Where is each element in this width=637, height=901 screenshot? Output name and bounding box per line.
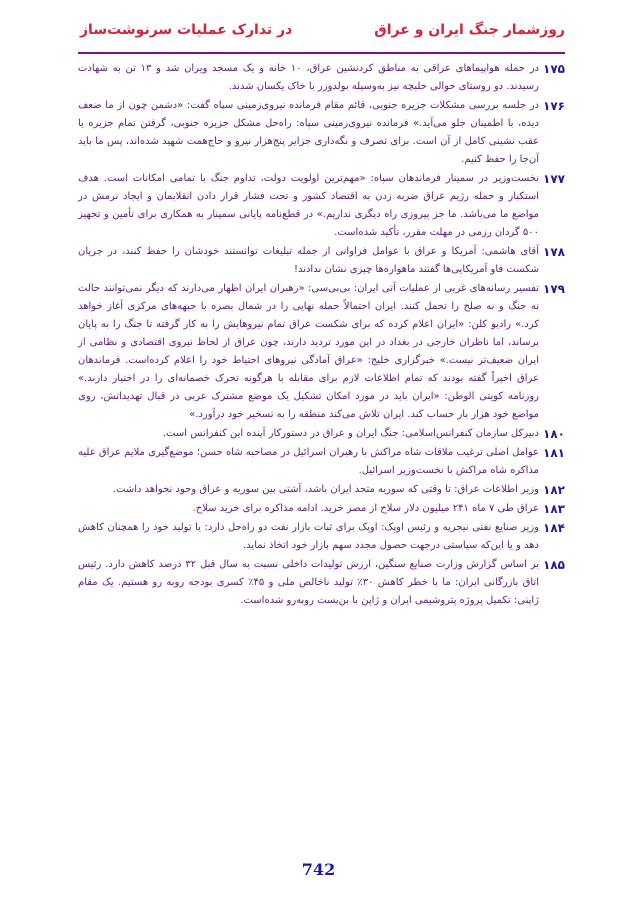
book-title: روزشمار جنگ ایران و عراق	[374, 22, 565, 38]
entry-text: دبیرکل سازمان کنفرانس‌اسلامی: جنگ ایران و عراق در دستورکار آینده این کنفرانس است.	[162, 428, 539, 439]
page-header	[78, 8, 565, 54]
entry-number: ۱۷۹	[543, 282, 565, 296]
entry-176	[78, 97, 565, 169]
entry-number: ۱۸۰	[543, 427, 565, 441]
entry-185	[78, 556, 565, 610]
entry-text: نخست‌وزیر در سمینار فرماندهان سپاه: «مهم‌ترین اولویت دولت، تداوم جنگ با تمامی امکانات است. هدف استکبار و حمله رژیم عراق ضربه زدن به اقتصاد کشور و تحت فشار قرار دادن انقلابمان و ایجاد نرمش در مواضع ما می‌باشد. ما جز پیروزی راه دیگری نداریم.» در قطع‌نامه پایانی سمینار به همکاری برای تأمین و تجهیز ۵۰۰ گردان رزمی در مهلت مقرر، تأکید شده‌است.	[78, 173, 539, 238]
entry-184	[78, 519, 565, 555]
entry-text: در حمله هواپیماهای عراقی به مناطق کردنشین عراق، ۱۰ خانه و یک مسجد ویران شد و ۱۳ تن به شهادت رسیدند. دو روستای حوالی حلبچه نیز به‌وسیله بولدوزر با خاک یکسان شدند.	[78, 63, 539, 92]
entry-number: ۱۷۵	[543, 62, 565, 76]
entry-179	[78, 280, 565, 424]
entry-177	[78, 170, 565, 242]
entry-text: وزیر صنایع نفتی نیجریه و رئیس اوپک: اوپک برای ثبات بازار نفت دو راه‌حل دارد: یا تولید خود را همچنان کاهش دهد و یا این‌که سیاستی درجهت حصول مجدد سهم بازار خود اتخاذ نماید.	[78, 522, 539, 551]
page-footer	[0, 860, 637, 879]
entry-text: عوامل اصلی ترغیب ملاقات شاه مراکش با رهبران اسرائیل در مصاحبه شاه حسن؛ موضع‌گیری ملایم عراق علیه مذاکره شاه مراکش با نخست‌وزیر اسرائیل.	[78, 447, 539, 476]
entry-number: ۱۸۳	[543, 502, 565, 516]
entry-number: ۱۸۲	[543, 483, 565, 497]
entry-number: ۱۸۴	[543, 521, 565, 535]
entry-182	[78, 481, 565, 499]
entry-number: ۱۷۶	[543, 99, 565, 113]
entry-180	[78, 425, 565, 443]
entry-183	[78, 500, 565, 518]
entry-178	[78, 243, 565, 279]
entry-text: بر اساس گزارش وزارت صنایع سنگین، ارزش تولیدات داخلی نسبت به سال قبل ۳۲ درصد کاهش دارد. رئیس اتاق بازرگانی ایران: ما با خطر کاهش ۳۰٪ تولید ناخالص ملی و ۴۵٪ کسری بودجه روبه رو هستیم. یک مقام ژاپنی: تکمیل پروژه پتروشیمی ایران و ژاپن با بن‌بست روبه‌رو شده‌است.	[78, 559, 540, 606]
entry-text: در جلسه بررسی مشکلات جزیره جنوبی، قائم مقام فرمانده نیروی‌زمینی سپاه گفت: «دشمن چون از ما ضعف دیده، با اطمینان جلو می‌آید.» فرمانده نیروی‌زمینی سپاه: راه‌حل مشکل جزیره جنوبی، گرفتن تمام جزیره یا عقب نشینی کامل از آن است. برای تصرف و نگه‌داری جزایر پنج‌هزار نیرو و حاج‌همت شهید شده‌اند، پس ما باید آن‌جا را حفظ کنیم.	[78, 100, 539, 165]
entry-175	[78, 60, 565, 96]
entry-number: ۱۷۸	[543, 245, 565, 259]
page-number: 742	[301, 860, 336, 879]
entry-text: تفسیر رسانه‌های غربی از عملیات آتی ایران: بی‌بی‌سی: «رهبران ایران اظهار می‌دارند که دیگر نمی‌توانند حالت نه جنگ و نه صلح را تحمل کنند. ایران احتمالاً حمله نهایی را در شمال بصره با جبهه‌های مرکزی آغاز خواهد کرد.» رادیو کلن: «ایران اعلام کرده که برای شکست عراق تمام نیروهایش را به کار گرفته تا جنگ را به پایان برساند، اما ناظران خارجی در بغداد در این مورد تردید دارند، چون عراق از لحاظ نیروی اقتصادی و نظامی از ایران ضعیف‌تر نیست.» خبرگزاری خلیج: «عراق آمادگی نیروهای احتیاط خود را اعلام کرده‌است. فرماندهان عراق اخیراً گفته بودند که تمام اطلاعات لازم برای مقابله با هرگونه تحرک خصمانه‌ای را در اختیار دارند.» روزنامه کویتی الوطن: «ایران باید در مورد امکان تشکیل یک موضع مشترک عربی در قبال تهدیداتش، روی مواضع خود هزار بار حساب کند. ایران تلاش می‌کند منطقه را به تسخیر خود درآورد.»	[78, 283, 539, 420]
entry-number: ۱۸۱	[543, 446, 565, 460]
page-body	[78, 60, 565, 611]
chapter-title: در تدارک عملیات سرنوشت‌ساز	[80, 22, 293, 38]
entry-text: آقای هاشمی: آمریکا و عراق با عوامل فراوانی از جمله تبلیغات توانستند خودشان را حفظ کنند، در جریان شکست فاو آمریکایی‌ها گفتند ماهواره‌ها چیزی نشان ندادند!	[78, 246, 539, 275]
entry-number: ۱۸۵	[543, 558, 565, 572]
entry-text: وزیر اطلاعات عراق: تا وقتی که سوریه متحد ایران باشد، آشتی بین سوریه و عراق وجود نخواهد داشت.	[112, 484, 539, 495]
entry-number: ۱۷۷	[543, 172, 565, 186]
entry-text: عراق طی ۷ ماه ۲۴۱ میلیون دلار سلاح از مصر خرید. ادامه مذاکره برای خرید سلاح.	[192, 503, 539, 514]
entry-181	[78, 444, 565, 480]
